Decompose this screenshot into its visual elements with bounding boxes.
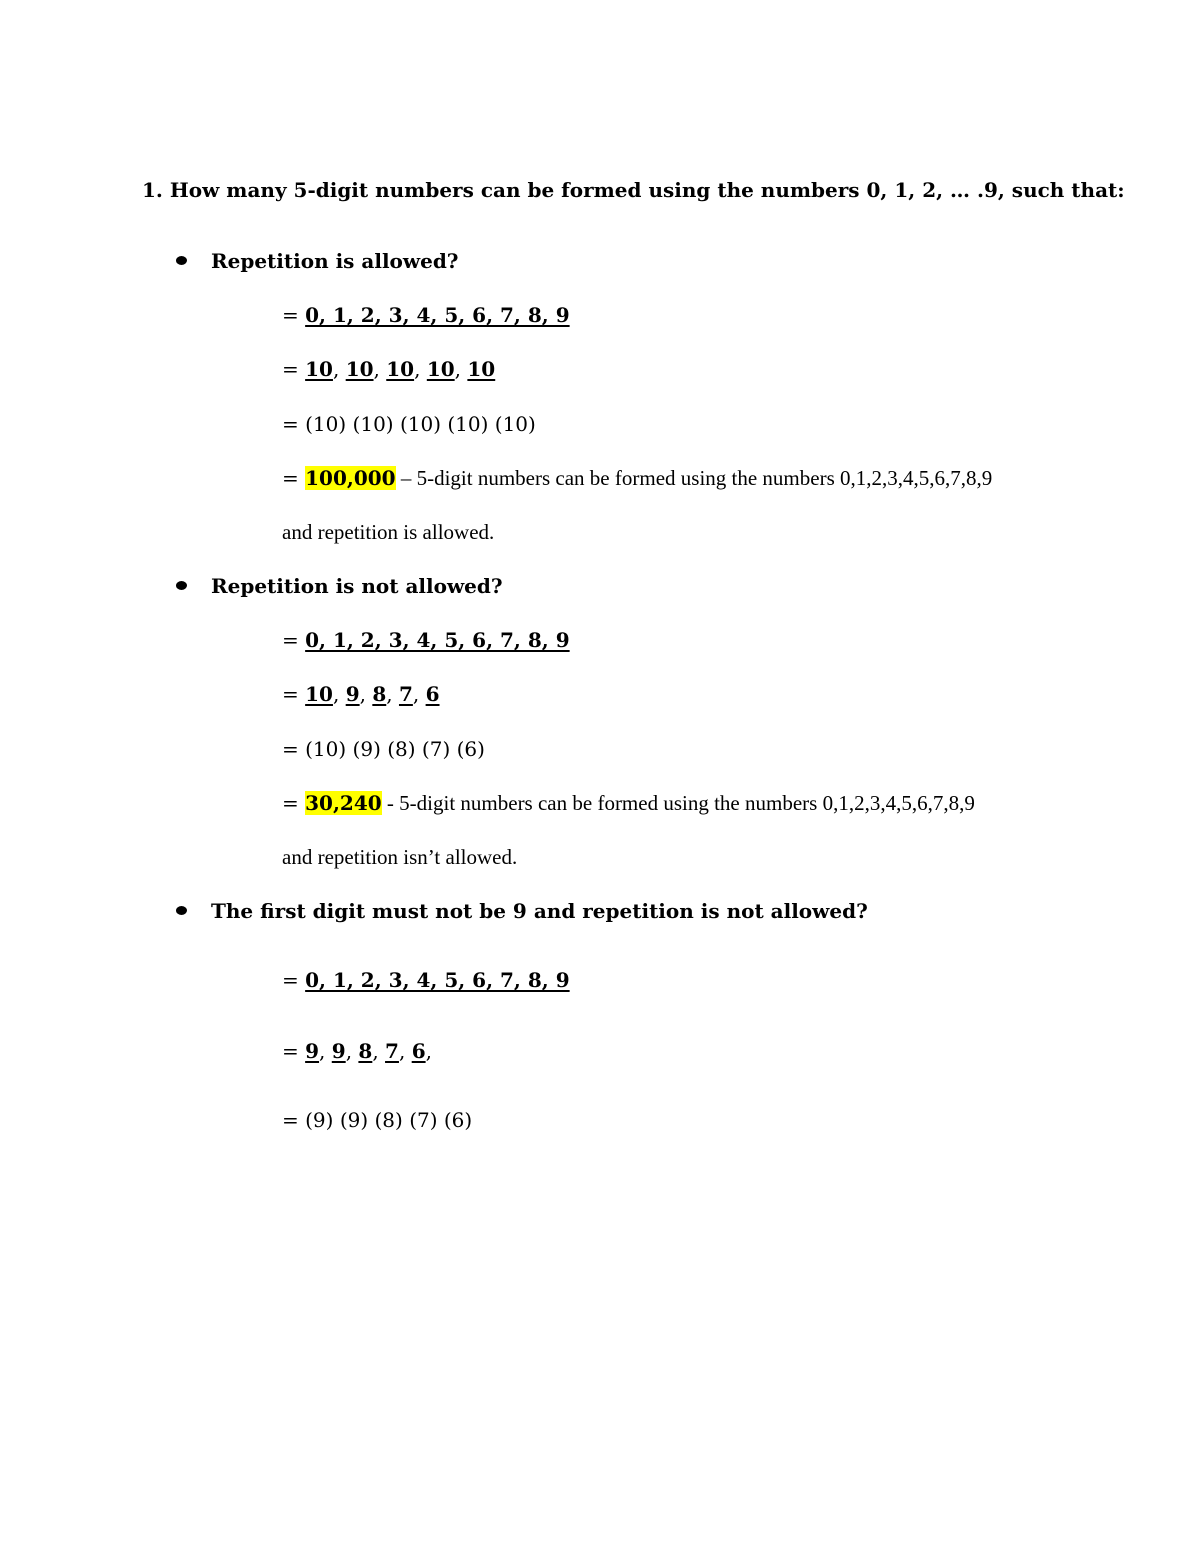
result-highlight: 100,000 <box>305 466 396 490</box>
explanation: – 5-digit numbers can be formed using the numbers 0,1,2,3,4,5,6,7,8,9 <box>395 466 993 490</box>
section-3-product-line: = (9) (9) (8) (7) (6) <box>282 1108 473 1132</box>
question-text: How many 5-digit numbers can be formed using the numbers 0, 1, 2, … .9, such that: <box>169 178 1125 202</box>
question-line <box>142 177 1125 203</box>
section-1-choices-line: = 10, 10, 10, 10, 10 <box>282 357 496 381</box>
bullet-icon <box>176 581 187 590</box>
choice: 9 <box>331 1039 346 1063</box>
section-1-heading: Repetition is allowed? <box>211 249 459 273</box>
choice: 7 <box>385 1039 399 1063</box>
section-1-explanation-cont: and repetition is allowed. <box>282 520 495 544</box>
choice: 10 <box>305 682 333 706</box>
product: (10) (9) (8) (7) (6) <box>305 737 485 761</box>
choice: 10 <box>305 357 333 381</box>
question-number: 1. <box>142 178 163 202</box>
choice: 10 <box>345 357 374 381</box>
section-1-result-line: = 100,000 – 5-digit numbers can be formed using the numbers 0,1,2,3,4,5,6,7,8,9 <box>282 466 993 490</box>
choice: 8 <box>372 682 387 706</box>
result-highlight: 30,240 <box>305 791 382 815</box>
choice: 8 <box>358 1039 373 1063</box>
product: (9) (9) (8) (7) (6) <box>305 1108 473 1132</box>
section-2-explanation-cont: and repetition isn’t allowed. <box>282 845 518 869</box>
explanation: - 5-digit numbers can be formed using the numbers 0,1,2,3,4,5,6,7,8,9 <box>381 791 975 815</box>
section-2-choices-line: = 10, 9, 8, 7, 6 <box>282 682 440 706</box>
digit-set: 0, 1, 2, 3, 4, 5, 6, 7, 8, 9 <box>305 303 570 327</box>
section-1-set-line: = 0, 1, 2, 3, 4, 5, 6, 7, 8, 9 <box>282 303 570 327</box>
digit-set: 0, 1, 2, 3, 4, 5, 6, 7, 8, 9 <box>305 628 570 652</box>
section-3-choices-line: = 9, 9, 8, 7, 6, <box>282 1039 432 1063</box>
choice: 10 <box>426 357 455 381</box>
section-2-product-line: = (10) (9) (8) (7) (6) <box>282 737 485 761</box>
choice: 10 <box>467 357 496 381</box>
digit-set: 0, 1, 2, 3, 4, 5, 6, 7, 8, 9 <box>305 968 570 992</box>
bullet-icon <box>176 256 187 265</box>
section-2-heading: Repetition is not allowed? <box>211 574 503 598</box>
section-2-set-line: = 0, 1, 2, 3, 4, 5, 6, 7, 8, 9 <box>282 628 570 652</box>
choice: 10 <box>386 357 415 381</box>
section-2-result-line: = 30,240 - 5-digit numbers can be formed using the numbers 0,1,2,3,4,5,6,7,8,9 <box>282 791 975 815</box>
section-3-set-line: = 0, 1, 2, 3, 4, 5, 6, 7, 8, 9 <box>282 968 570 992</box>
choice: 6 <box>425 682 440 706</box>
choice: 9 <box>345 682 360 706</box>
choice: 9 <box>305 1039 320 1063</box>
section-3-heading: The first digit must not be 9 and repetition is not allowed? <box>211 899 868 923</box>
choice: 7 <box>398 682 413 706</box>
bullet-icon <box>176 906 187 915</box>
choice: 6 <box>411 1039 426 1063</box>
section-1-product-line: = (10) (10) (10) (10) (10) <box>282 412 536 436</box>
product: (10) (10) (10) (10) (10) <box>305 412 536 436</box>
